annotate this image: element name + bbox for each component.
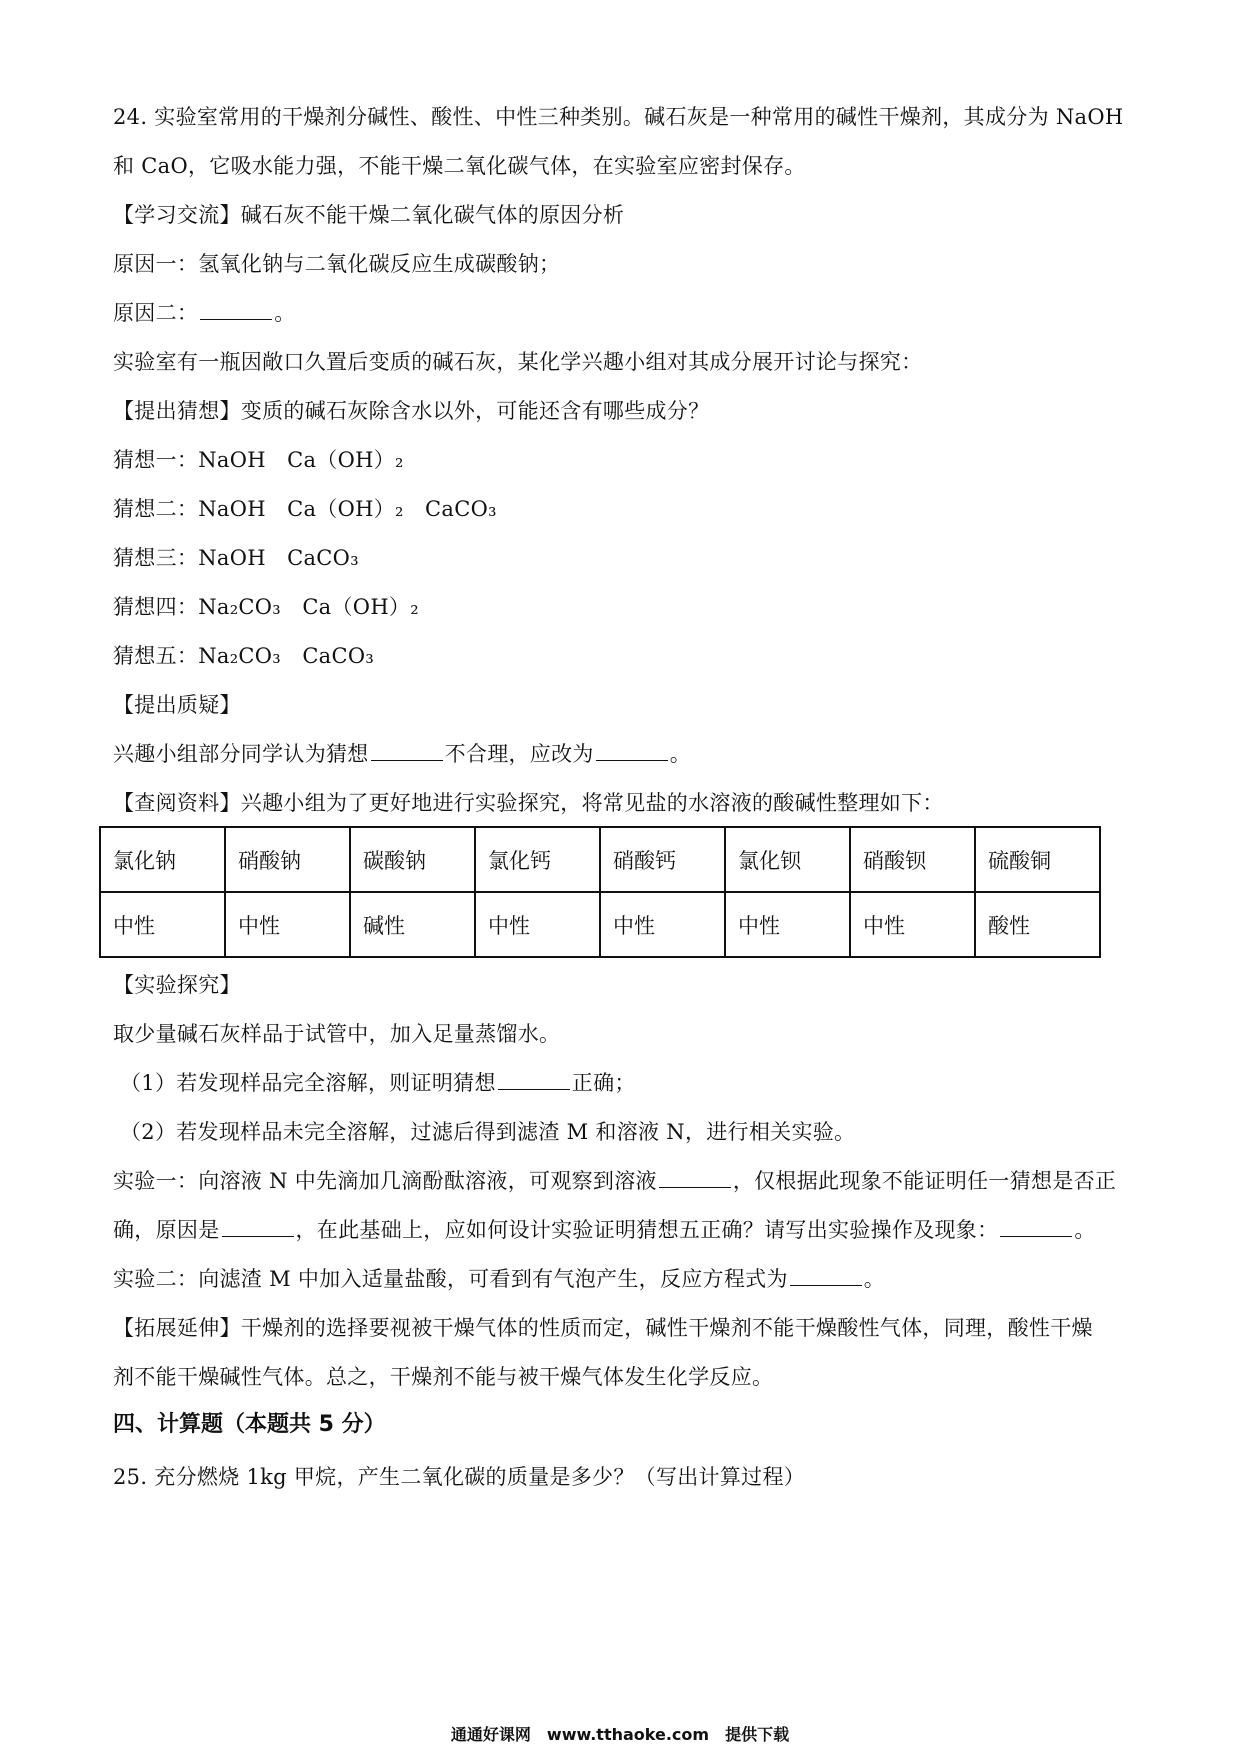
answer-blank: [659, 1169, 731, 1188]
property-cell: 中性: [225, 892, 350, 957]
extension-line-1: 【拓展延伸】干燥剂的选择要视被干燥气体的性质而定，碱性干燥剂不能干燥酸性气体，同理，酸性干燥: [113, 1316, 1093, 1340]
salt-cell: 碳酸钠: [350, 827, 475, 892]
guess-five: 猜想五：Na₂CO₃ CaCO₃: [113, 644, 375, 668]
exp2-text-b: 。: [863, 1267, 886, 1291]
doubt-text-c: 。: [669, 742, 692, 766]
study-exchange-heading: 【学习交流】碱石灰不能干燥二氧化碳气体的原因分析: [113, 203, 625, 227]
reference-heading: 【查阅资料】兴趣小组为了更好地进行实验探究，将常见盐的水溶液的酸碱性整理如下：: [113, 791, 944, 815]
hypothesis-heading: 【提出猜想】变质的碱石灰除含水以外，可能还含有哪些成分？: [113, 399, 710, 423]
guess-two: 猜想二：NaOH Ca（OH）₂ CaCO₃: [113, 497, 497, 521]
salt-cell: 氯化钙: [475, 827, 600, 892]
salt-cell: 硝酸钠: [225, 827, 350, 892]
case-one-text-a: （1）若发现样品完全溶解，则证明猜想: [120, 1071, 496, 1095]
exp2-text-a: 实验二：向滤渣 M 中加入适量盐酸，可看到有气泡产生，反应方程式为: [113, 1267, 788, 1291]
answer-blank: [498, 1071, 570, 1090]
reason-two: [113, 298, 296, 328]
experiment-heading: 【实验探究】: [113, 973, 241, 997]
guess-three: 猜想三：NaOH CaCO₃: [113, 546, 359, 570]
guess-one: 猜想一：NaOH Ca（OH）₂: [113, 448, 404, 472]
property-row: [100, 892, 1100, 957]
exp1-text-e: 。: [1074, 1218, 1096, 1242]
lab-description: 实验室有一瓶因敞口久置后变质的碱石灰，某化学兴趣小组对其成分展开讨论与探究：: [113, 350, 923, 374]
doubt-text-b: 不合理，应改为: [444, 742, 594, 766]
experiment-one-line-1: [113, 1166, 1116, 1196]
exp1-text-b: ，仅根据此现象不能证明任一猜想是否正: [732, 1169, 1117, 1193]
experiment-two: [113, 1264, 885, 1294]
salt-name-row: [100, 827, 1100, 892]
property-cell: 中性: [600, 892, 725, 957]
exp1-text-c: 确，原因是: [113, 1218, 220, 1242]
property-cell: 中性: [475, 892, 600, 957]
salt-acidity-table: [99, 826, 1101, 958]
case-two: （2）若发现样品未完全溶解，过滤后得到滤渣 M 和溶液 N，进行相关实验。: [120, 1120, 856, 1144]
exp1-text-d: ，在此基础上，应如何设计实验证明猜想五正确？请写出实验操作及现象：: [295, 1218, 999, 1242]
case-one: [120, 1068, 636, 1098]
reason-two-end: 。: [274, 301, 296, 325]
footer-watermark: 通通好课网 www.tthaoke.com 提供下载: [450, 1725, 790, 1744]
exp1-text-a: 实验一：向溶液 N 中先滴加几滴酚酞溶液，可观察到溶液: [113, 1169, 657, 1193]
salt-cell: 硝酸钙: [600, 827, 725, 892]
answer-blank: [371, 742, 443, 761]
question-heading: 【提出质疑】: [113, 693, 241, 717]
q24-intro-line-1: 24. 实验室常用的干燥剂分碱性、酸性、中性三种类别。碱石灰是一种常用的碱性干燥剂，其成分为 NaOH: [113, 105, 1124, 129]
case-one-text-b: 正确；: [571, 1071, 636, 1095]
salt-cell: 硝酸钡: [850, 827, 975, 892]
salt-cell: 氯化钡: [725, 827, 850, 892]
reason-one: 原因一：氢氧化钠与二氧化碳反应生成碳酸钠；: [113, 252, 561, 276]
property-cell: 中性: [100, 892, 225, 957]
property-cell: 碱性: [350, 892, 475, 957]
answer-blank: [200, 301, 272, 320]
experiment-one-line-2: [113, 1215, 1096, 1245]
section-four-heading: 四、计算题（本题共 5 分）: [113, 1412, 386, 1437]
answer-blank: [222, 1218, 294, 1237]
q24-intro-line-2: 和 CaO，它吸水能力强，不能干燥二氧化碳气体，在实验室应密封保存。: [113, 154, 806, 178]
question-25: 25. 充分燃烧 1kg 甲烷，产生二氧化碳的质量是多少？（写出计算过程）: [113, 1465, 806, 1489]
doubt-line: [113, 739, 691, 769]
guess-four: 猜想四：Na₂CO₃ Ca（OH）₂: [113, 595, 419, 619]
reason-two-label: 原因二：: [113, 301, 199, 325]
experiment-step: 取少量碱石灰样品于试管中，加入足量蒸馏水。: [113, 1022, 561, 1046]
answer-blank: [596, 742, 668, 761]
doubt-text-a: 兴趣小组部分同学认为猜想: [113, 742, 369, 766]
property-cell: 酸性: [975, 892, 1100, 957]
answer-blank: [1000, 1218, 1072, 1237]
salt-cell: 氯化钠: [100, 827, 225, 892]
property-cell: 中性: [850, 892, 975, 957]
answer-blank: [790, 1267, 862, 1286]
salt-cell: 硫酸铜: [975, 827, 1100, 892]
property-cell: 中性: [725, 892, 850, 957]
extension-line-2: 剂不能干燥碱性气体。总之，干燥剂不能与被干燥气体发生化学反应。: [113, 1365, 774, 1389]
